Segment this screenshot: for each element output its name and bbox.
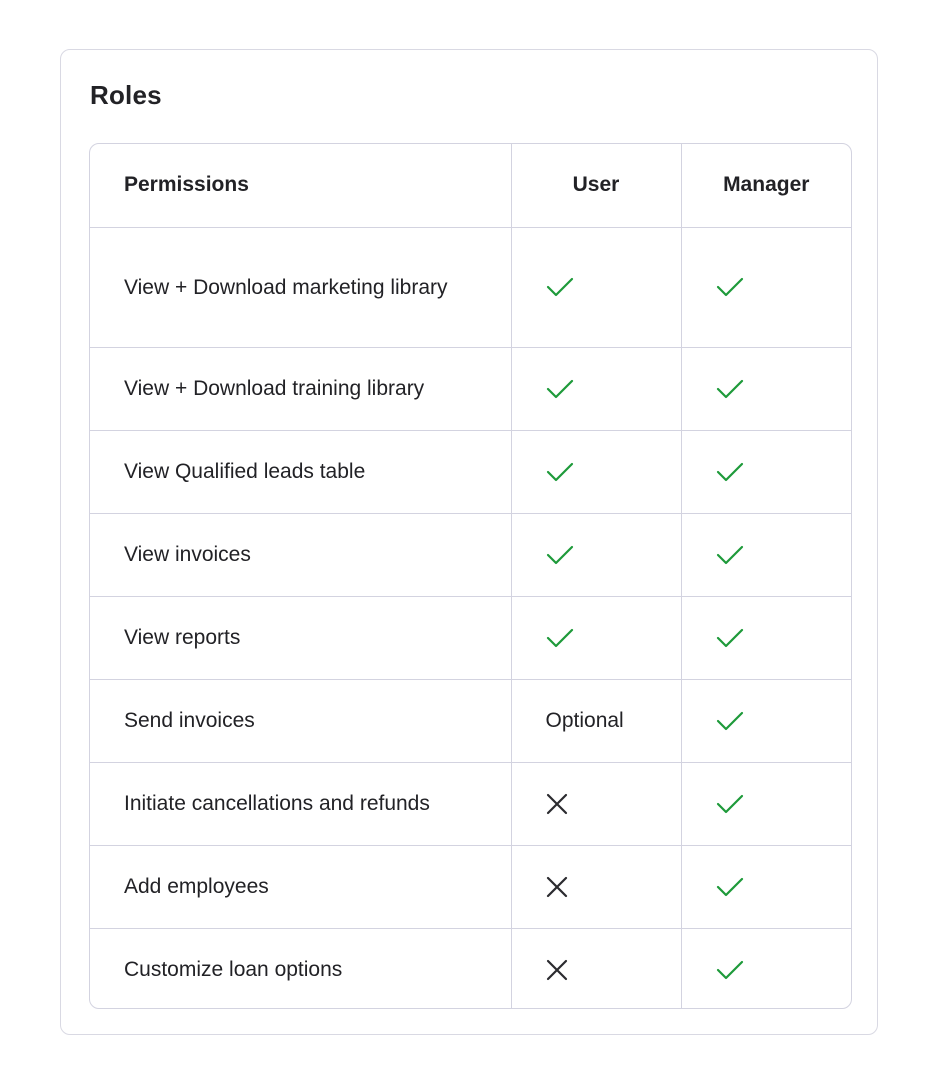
user-permission-cell: [511, 347, 681, 430]
check-icon: [546, 378, 574, 400]
table-row: [90, 227, 851, 347]
permission-cell: View + Download training library: [90, 347, 511, 430]
permission-cell: View + Download marketing library: [90, 227, 511, 347]
manager-permission-cell: [681, 227, 851, 347]
check-icon: [716, 876, 744, 898]
check-icon: [546, 627, 574, 649]
permissions-table-container: [89, 143, 852, 1009]
table-row: [90, 762, 851, 845]
check-icon: [716, 276, 744, 298]
check-icon: [716, 461, 744, 483]
optional-label: Optional: [545, 708, 624, 732]
table-row: [90, 845, 851, 928]
check-icon: [716, 544, 744, 566]
user-permission-cell: [511, 596, 681, 679]
user-permission-cell: [511, 845, 681, 928]
permission-cell: Send invoices: [90, 679, 511, 762]
column-header-manager: Manager: [681, 144, 851, 227]
table-row: [90, 679, 851, 762]
check-icon: [716, 627, 744, 649]
table-body: [90, 227, 851, 1009]
permissions-table: [90, 144, 851, 1009]
close-icon: [546, 959, 568, 981]
roles-card: [60, 49, 878, 1035]
check-icon: [716, 959, 744, 981]
table-row: [90, 513, 851, 596]
user-permission-cell: [511, 679, 681, 762]
manager-permission-cell: [681, 679, 851, 762]
permission-cell: View invoices: [90, 513, 511, 596]
table-row: [90, 430, 851, 513]
card-title: Roles: [90, 80, 162, 110]
manager-permission-cell: [681, 845, 851, 928]
user-permission-cell: [511, 513, 681, 596]
table-header-row: [90, 144, 851, 227]
table-row: [90, 928, 851, 1009]
permission-cell: Add employees: [90, 845, 511, 928]
user-permission-cell: [511, 928, 681, 1009]
manager-permission-cell: [681, 762, 851, 845]
close-icon: [546, 876, 568, 898]
manager-permission-cell: [681, 430, 851, 513]
user-permission-cell: [511, 227, 681, 347]
manager-permission-cell: [681, 596, 851, 679]
permission-cell: View Qualified leads table: [90, 430, 511, 513]
column-header-user: User: [511, 144, 681, 227]
table-row: [90, 347, 851, 430]
permission-cell: Initiate cancellations and refunds: [90, 762, 511, 845]
permission-cell: Customize loan options: [90, 928, 511, 1009]
check-icon: [716, 710, 744, 732]
check-icon: [716, 793, 744, 815]
manager-permission-cell: [681, 347, 851, 430]
manager-permission-cell: [681, 928, 851, 1009]
user-permission-cell: [511, 762, 681, 845]
table-row: [90, 596, 851, 679]
check-icon: [546, 461, 574, 483]
check-icon: [546, 544, 574, 566]
check-icon: [546, 276, 574, 298]
permission-cell: View reports: [90, 596, 511, 679]
check-icon: [716, 378, 744, 400]
user-permission-cell: [511, 430, 681, 513]
close-icon: [546, 793, 568, 815]
manager-permission-cell: [681, 513, 851, 596]
column-header-permissions: Permissions: [90, 144, 511, 227]
